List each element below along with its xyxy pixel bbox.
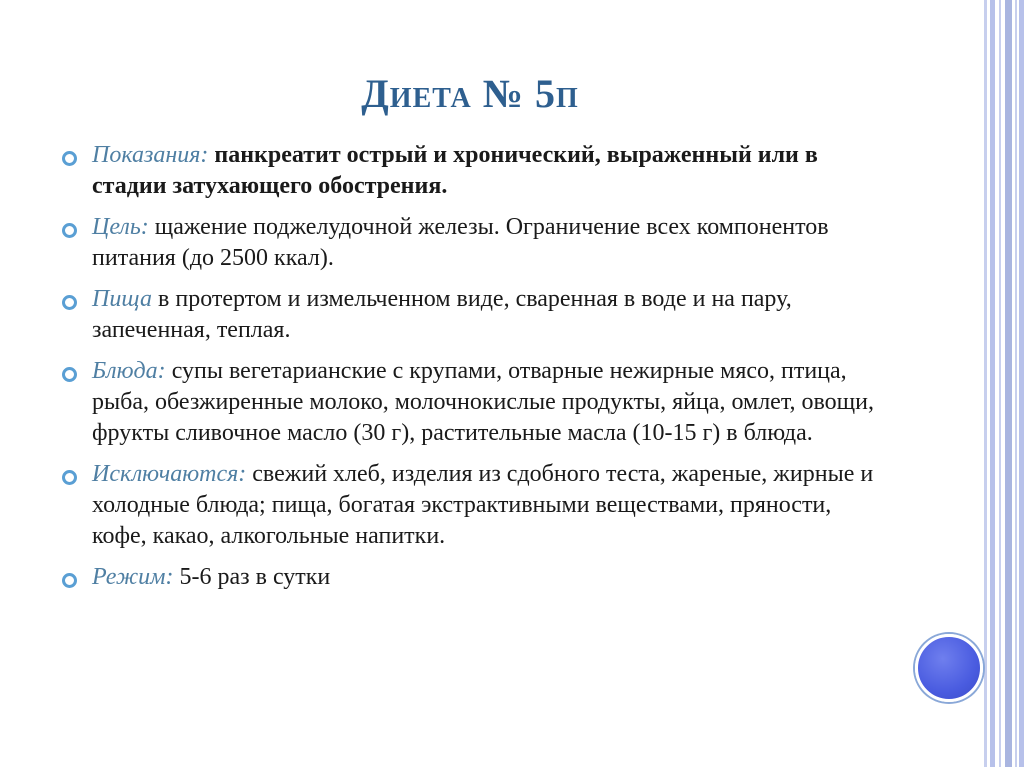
slide-title: Диета № 5п	[361, 71, 579, 116]
item-text: щажение поджелудочной железы. Ограничение всех компонентов питания (до 2500 ккал).	[92, 214, 829, 271]
list-item-goal	[62, 212, 882, 274]
decorative-circle-icon	[915, 634, 983, 702]
list-item-indications	[62, 140, 882, 202]
bullet-icon	[62, 367, 77, 382]
bullet-icon	[62, 295, 77, 310]
list-item-food	[62, 284, 882, 346]
item-label: Пища	[92, 286, 153, 312]
item-text: свежий хлеб, изделия из сдобного теста, жареные, жирные и холодные блюда; пища, богатая экстрактивными веществами, пряности, кофе, какао, алкогольные напитки.	[92, 461, 874, 549]
item-label: Блюда:	[92, 358, 166, 384]
item-label: Показания:	[92, 142, 209, 168]
list-item-regime	[62, 562, 882, 593]
frame-line-1	[984, 0, 987, 767]
list-item-dishes	[62, 356, 882, 449]
bullet-icon	[62, 151, 77, 166]
bullet-icon	[62, 573, 77, 588]
frame-line-4	[1005, 0, 1012, 767]
item-label: Исключаются:	[92, 461, 247, 487]
item-text: супы вегетарианские с крупами, отварные нежирные мясо, птица, рыба, обезжиренные молоко, молочнокислые продукты, яйца, омлет, овощи, фрукты сливочное масло (30 г), растительные масла (10-15 г) в блюда.	[92, 358, 874, 446]
item-label: Режим:	[92, 564, 174, 590]
item-text: 5-6 раз в сутки	[173, 564, 331, 590]
item-text: панкреатит острый и хронический, выраженный или в стадии затухающего обострения.	[92, 142, 818, 199]
content-list	[62, 140, 882, 603]
list-item-excluded	[62, 459, 882, 552]
frame-line-5	[1015, 0, 1017, 767]
frame-line-3	[999, 0, 1001, 767]
frame-line-2	[990, 0, 995, 767]
item-text: в протертом и измельченном виде, сваренная в воде и на пару, запеченная, теплая.	[92, 286, 792, 343]
item-label: Цель:	[92, 214, 149, 240]
bullet-icon	[62, 223, 77, 238]
bullet-icon	[62, 470, 77, 485]
frame-line-6	[1019, 0, 1024, 767]
